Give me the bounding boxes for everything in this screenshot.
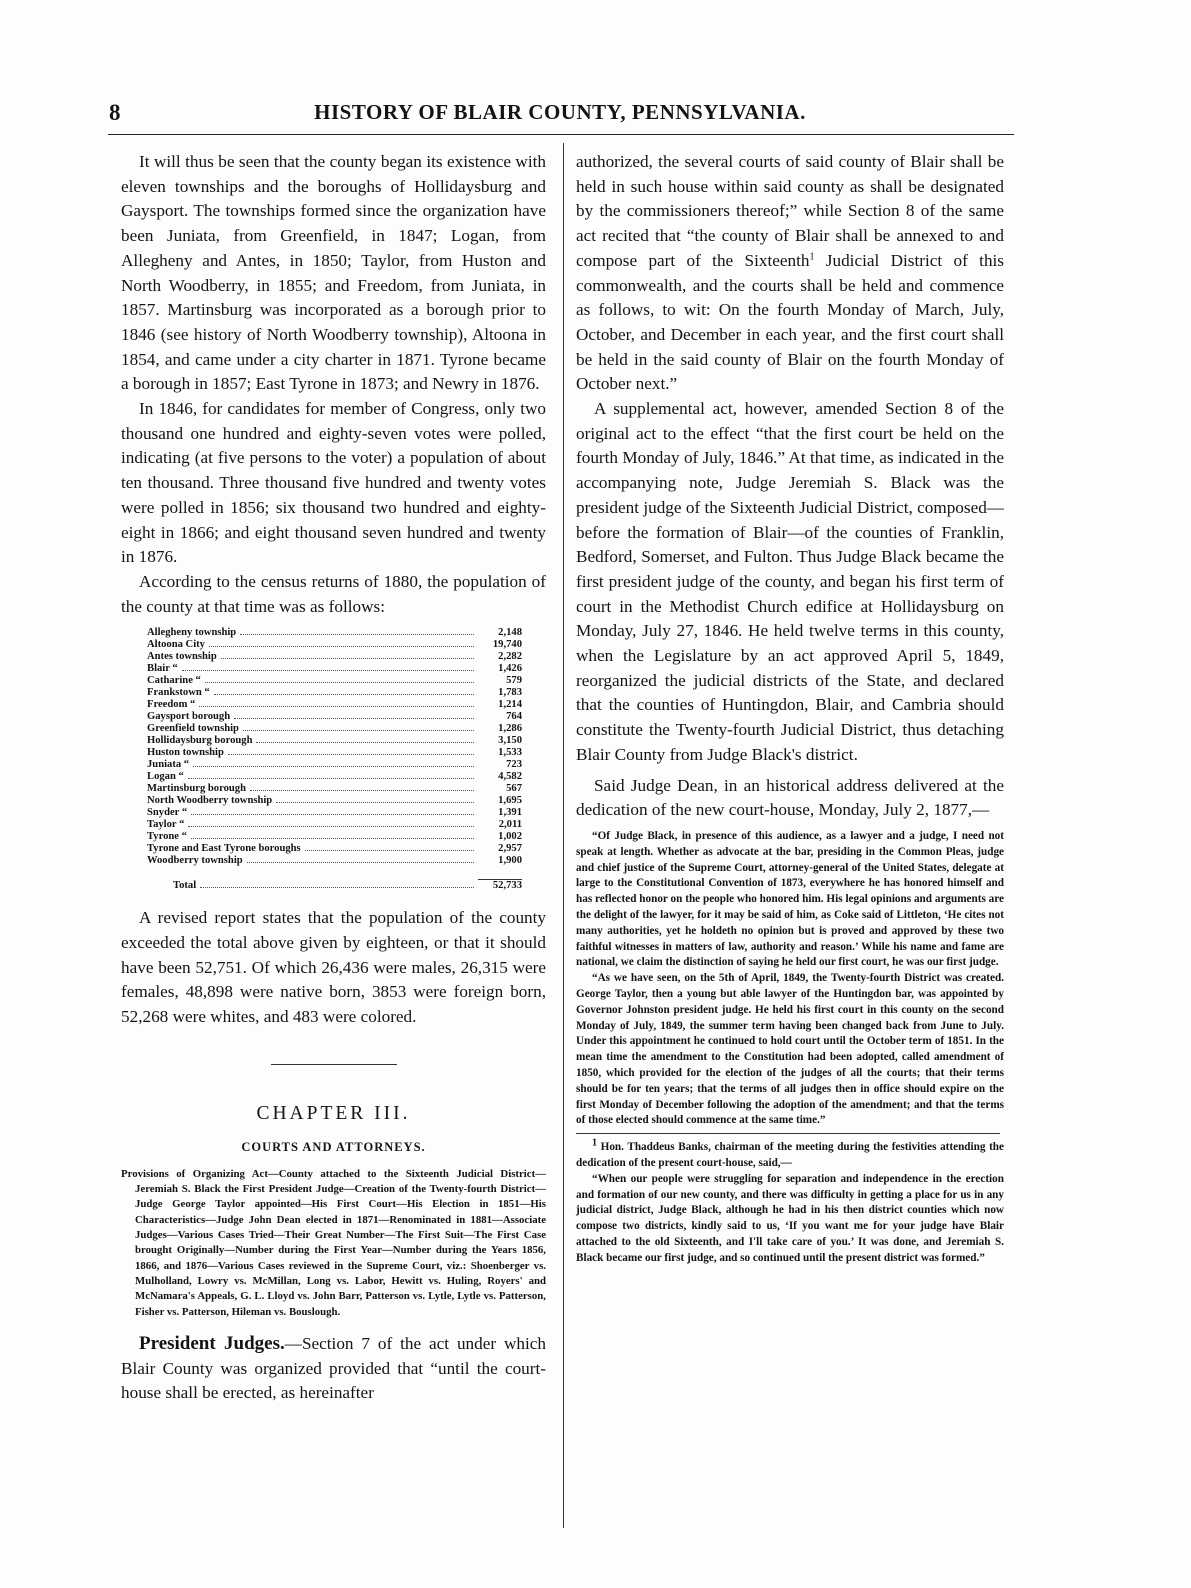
census-population: 764 xyxy=(506,711,522,723)
census-place: Antes township xyxy=(147,651,217,663)
footnote-rule xyxy=(576,1133,1000,1134)
president-judges-heading: President Judges. xyxy=(139,1332,285,1354)
census-population: 1,214 xyxy=(498,699,522,711)
census-leader-dots xyxy=(200,887,474,888)
census-leader-dots xyxy=(193,766,474,767)
census-place: Logan “ xyxy=(147,771,184,783)
paragraph-revised-report: A revised report states that the population of the county exceeded the total above given by eighteen, or that it should have been 52,751. Of which 26,436 were males, 26,315 were females, 48,898 were native born, 3853 were foreign born, 52,268 were whites, and 483 were colored. xyxy=(121,908,546,1027)
census-leader-dots xyxy=(256,742,474,743)
census-population: 2,148 xyxy=(498,627,522,639)
right-column xyxy=(576,150,1004,1267)
president-judges-text: —Section 7 of the act under which Blair County was organized provided that “until the court-house shall be erected, as hereinafter xyxy=(121,1333,546,1403)
census-leader-dots xyxy=(214,694,474,695)
footnote-mark: 1 xyxy=(592,1137,597,1149)
census-population: 567 xyxy=(506,783,522,795)
paragraph-judge-dean: Said Judge Dean, in an historical address delivered at the dedication of the new court-house, Monday, July 2, 1877,— xyxy=(576,775,1004,820)
census-place: Tyrone and East Tyrone boroughs xyxy=(147,843,301,855)
census-leader-dots xyxy=(221,658,474,659)
census-total-value xyxy=(478,875,522,892)
census-rows xyxy=(147,627,522,867)
census-population: 3,150 xyxy=(498,735,522,747)
census-leader-dots xyxy=(234,718,474,719)
census-population: 1,391 xyxy=(498,807,522,819)
census-row xyxy=(147,795,522,807)
census-leader-dots xyxy=(188,778,474,779)
paragraph-census-intro: According to the census returns of 1880, the population of the county at that time was as follows: xyxy=(121,571,546,616)
census-leader-dots xyxy=(305,850,474,851)
footnote-reference: 1 xyxy=(809,251,815,263)
census-population: 1,900 xyxy=(498,855,522,867)
paragraph-votes: In 1846, for candidates for member of Congress, only two thousand one hundred and eighty-seven votes were polled, indicating (at five persons to the voter) a population of about ten thousand. Three thousand five hundred and twenty votes were polled in 1856; six thousand two hundred and eighty-eight in 1866; and eight thousand seven hundred and twenty in 1876. xyxy=(121,399,546,567)
census-row xyxy=(147,747,522,759)
census-row xyxy=(147,783,522,795)
census-row xyxy=(147,735,522,747)
census-leader-dots xyxy=(182,670,474,671)
census-population: 1,002 xyxy=(498,831,522,843)
census-place: Greenfield township xyxy=(147,723,239,735)
census-row xyxy=(147,807,522,819)
footnote-1-quote: “When our people were struggling for separation and independence in the erection and formation of our new county, and there was difficulty in getting a place for us in any judicial district, Judge Black, although he had in his then district counties which now compose two districts, kindly said to us, ‘If you want me for your judge have Blair attached to the old Sixteenth, and I'll take care of you.’ It was done, and Jeremiah S. Black became our first judge, and so continued until the present district was formed.” xyxy=(576,1172,1004,1264)
census-total-number: 52,733 xyxy=(492,880,522,892)
chapter-subtitle: COURTS AND ATTORNEYS. xyxy=(241,1139,426,1154)
census-population: 1,783 xyxy=(498,687,522,699)
left-column xyxy=(121,150,546,1406)
courts-held-text-cont: Judicial District of this commonwealth, and the courts shall be held and commence as follows, to wit: On the fourth Monday of March, July, October, and December in each year, and the first court shall be held in the said county of Blair on the fourth Monday of October next.” xyxy=(576,250,1004,394)
census-place: Blair “ xyxy=(147,663,178,675)
census-leader-dots xyxy=(205,682,474,683)
census-population: 2,011 xyxy=(498,819,522,831)
census-leader-dots xyxy=(247,862,474,863)
census-row xyxy=(147,831,522,843)
header-rule xyxy=(108,134,1014,135)
census-leader-dots xyxy=(209,646,474,647)
running-head-title: HISTORY OF BLAIR COUNTY, PENNSYLVANIA. xyxy=(314,100,806,124)
census-place: Martinsburg borough xyxy=(147,783,246,795)
census-place: Taylor “ xyxy=(147,819,185,831)
census-leader-dots xyxy=(199,706,474,707)
census-leader-dots xyxy=(276,802,474,803)
census-population: 19,740 xyxy=(492,639,522,651)
census-place: Tyrone “ xyxy=(147,831,187,843)
chapter-title: CHAPTER III. xyxy=(256,1102,411,1124)
census-row xyxy=(147,771,522,783)
census-leader-dots xyxy=(240,634,474,635)
census-place: Huston township xyxy=(147,747,224,759)
census-row xyxy=(147,711,522,723)
census-place: Allegheny township xyxy=(147,627,237,639)
census-leader-dots xyxy=(191,814,474,815)
column-divider xyxy=(563,143,564,1528)
census-population: 579 xyxy=(506,675,522,687)
census-place: Hollidaysburg borough xyxy=(147,735,253,747)
census-place: Frankstown “ xyxy=(147,687,210,699)
census-place: Juniata “ xyxy=(147,759,190,771)
census-total-row xyxy=(147,875,522,892)
paragraph-president-judges xyxy=(121,1332,546,1406)
census-row xyxy=(147,675,522,687)
census-table xyxy=(147,627,522,892)
census-population: 1,695 xyxy=(498,795,522,807)
census-row xyxy=(147,819,522,831)
census-leader-dots xyxy=(191,838,474,839)
page-number: 8 xyxy=(109,100,121,125)
paragraph-courts-held xyxy=(576,150,1004,397)
census-row xyxy=(147,723,522,735)
census-place: Gaysport borough xyxy=(147,711,231,723)
census-population: 4,582 xyxy=(498,771,522,783)
census-population: 1,286 xyxy=(498,723,522,735)
census-row xyxy=(147,639,522,651)
census-leader-dots xyxy=(228,754,474,755)
census-row xyxy=(147,663,522,675)
section-separator xyxy=(271,1064,397,1065)
courts-held-text: authorized, the several courts of said county of Blair shall be held in such house within said county as shall be designated by the commissioners thereof;” while Section 8 of the same act recited that “the county of Blair shall be annexed to and compose part of the Sixteenth xyxy=(576,152,1004,270)
paragraph-townships: It will thus be seen that the county began its existence with eleven townships and the boroughs of Hollidaysburg and Gaysport. The townships formed since the organization have been Juniata, from Greenfield, in 1847; Logan, from Allegheny and Antes, in 1850; Taylor, from Huston and North Woodberry, in 1855; and Freedom, from Juniata, in 1857. Martinsburg was incorporated as a borough prior to 1846 (see history of North Woodberry township), Altoona in 1854, and came under a city charter in 1871. Tyrone became a borough in 1857; East Tyrone in 1873; and Newry in 1876. xyxy=(121,152,546,394)
census-population: 723 xyxy=(506,759,522,771)
census-row xyxy=(147,627,522,639)
footnote-1-text: Hon. Thaddeus Banks, chairman of the meeting during the festivities attending the dedication of the present court-house, said,— xyxy=(576,1141,1004,1169)
census-place: Altoona City xyxy=(147,639,205,651)
census-row xyxy=(147,687,522,699)
paragraph-supplemental-act: A supplemental act, however, amended Section 8 of the original act to the effect “that the first court be held on the fourth Monday of July, 1846.” At that time, as indicated in the accompanying note, Judge Jeremiah S. Black was the president judge of the Sixteenth Judicial District, composed—before the formation of Blair—of the counties of Franklin, Bedford, Somerset, and Fulton. Thus Judge Black became the first president judge of the county, and began his first term of court in the Methodist Church edifice at Hollidaysburg on Monday, July 27, 1846. He held twelve terms in this county, when the Legislature by an act approved April 5, 1849, reorganized the judicial districts of the State, and declared that the counties of Huntingdon, Blair, and Cambria should constitute the Twenty-fourth Judicial District, thus detaching Blair County from Judge Black's district. xyxy=(576,399,1004,764)
census-row xyxy=(147,699,522,711)
census-population: 2,282 xyxy=(498,651,522,663)
census-population: 1,426 xyxy=(498,663,522,675)
census-total-label: Total xyxy=(173,880,197,892)
census-place: North Woodberry township xyxy=(147,795,273,807)
quote-judge-black: “Of Judge Black, in presence of this audience, as a lawyer and a judge, I need not speak at length. Whether as advocate at the bar, presiding in the Common Pleas, judge and chief justice of the Supreme Court, attorney-general of the United States, delegate at large to the Constitutional Convention of 1873, everywhere he has honored himself and has reflected honor on the people who honored him. His legal opinions and arguments are the delight of the lawyer, for it may be said of him, as Coke said of Littleton, ‘He cites not many authorities, yet he holdeth no opinion but is proved and approved by these two faithful witnesses in matters of law, authority and reason.’ While his name and fame are national, we claim the distinction of saying he held our first court, he was our first judge. xyxy=(576,829,1004,969)
chapter-synopsis: Provisions of Organizing Act—County attached to the Sixteenth Judicial District—Jeremiah S. Black the First President Judge—Creation of the Twenty-fourth District—Judge George Taylor appointed—His First Court—His Election in 1851—His Characteristics—Judge John Dean elected in 1871—Renominated in 1881—Associate Judges—Various Cases Tried—Their Great Number—The First Suit—The First Case brought Originally—Number during the First Year—Number during the Years 1856, 1866, and 1876—Various Cases reviewed in the Supreme Court, viz.: Shoenberger vs. Mulholland, Lowry vs. McMillan, Long vs. Labor, Hewitt vs. Huling, Royers' and McNamara's Appeals, G. L. Lloyd vs. John Barr, Patterson vs. Lytle, Lytle vs. Patterson, Fisher vs. Patterson, Hileman vs. Bouslough. xyxy=(121,1167,546,1318)
census-place: Catharine “ xyxy=(147,675,201,687)
census-place: Woodberry township xyxy=(147,855,243,867)
census-population: 2,957 xyxy=(498,843,522,855)
census-leader-dots xyxy=(250,790,474,791)
footnote-1 xyxy=(576,1137,1004,1172)
census-row xyxy=(147,651,522,663)
census-place: Snyder “ xyxy=(147,807,188,819)
census-leader-dots xyxy=(188,826,474,827)
census-place: Freedom “ xyxy=(147,699,196,711)
census-row xyxy=(147,759,522,771)
quote-twenty-fourth-district: “As we have seen, on the 5th of April, 1849, the Twenty-fourth District was created. George Taylor, then a young but able lawyer of the Huntingdon bar, was appointed by Governor Johnston president judge. He held his first court in this county on the second Monday of July, 1849, the summer term having been changed back from June to July. Under this appointment he continued to hold court until the October term of 1851. In the mean time the amendment to the Constitution had been adopted, called amendment of 1850, which provided for the election of the judges of all the courts; that their terms should be for ten years; that the terms of all judges then in office should expire on the first Monday of December following the adoption of the amendment; and that the terms of those elected should commence at the same time.” xyxy=(576,972,1004,1127)
census-row xyxy=(147,843,522,855)
census-population: 1,533 xyxy=(498,747,522,759)
census-row xyxy=(147,855,522,867)
census-leader-dots xyxy=(243,730,474,731)
